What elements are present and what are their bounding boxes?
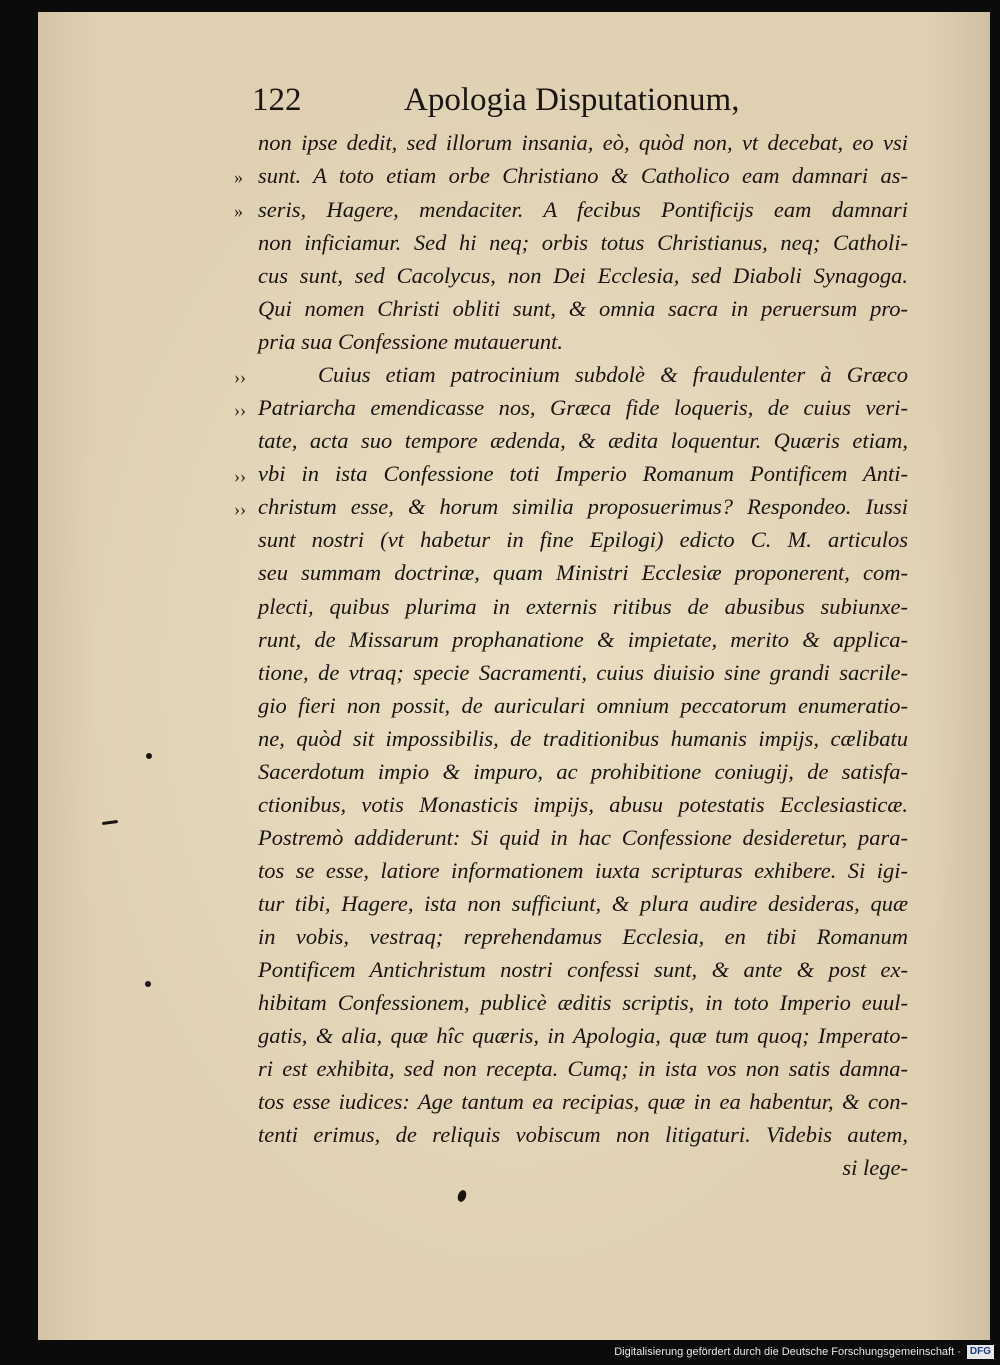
- text-line: seu summam doctrinæ, quam Ministri Ecclesiæ proponerent, com-: [258, 560, 908, 585]
- ink-speck: [146, 753, 152, 759]
- text-line: Sacerdotum impio & impuro, ac prohibitione coniugij, de satisfa-: [258, 759, 908, 784]
- ink-speck: [145, 981, 151, 987]
- catchword: si lege-: [842, 1155, 908, 1180]
- text-line: tate, acta suo tempore ædenda, & ædita loquentur. Quæris etiam,: [258, 428, 908, 453]
- text-line: gatis, & alia, quæ hîc quæris, in Apologia, quæ tum quoq; Imperato-: [258, 1023, 908, 1048]
- margin-quote-mark: ››: [234, 400, 246, 420]
- margin-quote-mark: ››: [234, 466, 246, 486]
- text-line: tos se esse, latiore informationem iuxta scripturas exhibere. Si igi-: [258, 858, 908, 883]
- text-line: plecti, quibus plurima in externis ritibus de abusibus subiunxe-: [258, 594, 908, 619]
- text-line: Cuius etiam patrocinium subdolè & fraudulenter à Græco: [318, 362, 908, 387]
- text-line: sunt nostri (vt habetur in fine Epilogi) edicto C. M. articulos: [258, 527, 908, 552]
- text-line: ri est exhibita, sed non recepta. Cumq; in ista vos non satis damna-: [258, 1056, 908, 1081]
- text-line: tur tibi, Hagere, ista non sufficiunt, & plura audire desideras, quæ: [258, 891, 908, 916]
- text-line: pria sua Confessione mutauerunt.: [258, 329, 564, 354]
- text-line: cus sunt, sed Cacolycus, non Dei Ecclesia, sed Diaboli Synagoga.: [258, 263, 908, 288]
- text-line: non inficiamur. Sed hi neq; orbis totus Christianus, neq; Catholi-: [258, 230, 908, 255]
- text-line: ne, quòd sit impossibilis, de traditionibus humanis impijs, cælibatu: [258, 726, 908, 751]
- text-line: Qui nomen Christi obliti sunt, & omnia sacra in peruersum pro-: [258, 296, 908, 321]
- text-line: tos esse iudices: Age tantum ea recipias, quæ in ea habentur, & con-: [258, 1089, 908, 1114]
- text-line: ctionibus, votis Monasticis impijs, abusu potestatis Ecclesiasticæ.: [258, 792, 908, 817]
- text-line: non ipse dedit, sed illorum insania, eò, quòd non, vt decebat, eo vsi: [258, 130, 908, 155]
- text-line: tenti erimus, de reliquis vobiscum non litigaturi. Videbis autem,: [258, 1122, 908, 1147]
- page-number: 122: [252, 82, 302, 118]
- text-line: Pontificem Antichristum nostri confessi sunt, & ante & post ex-: [258, 957, 908, 982]
- margin-quote-mark: ››: [234, 499, 246, 519]
- text-line: in vobis, vestraq; reprehendamus Ecclesia, en tibi Romanum: [258, 924, 908, 949]
- page-header: [252, 82, 912, 124]
- digitization-footer: [614, 1343, 994, 1361]
- margin-quote-mark: »: [234, 167, 243, 187]
- text-line: gio fieri non possit, de auriculari omnium peccatorum enumeratio-: [258, 693, 908, 718]
- margin-quote-mark: ››: [234, 367, 246, 387]
- text-line: Patriarcha emendicasse nos, Græca fide loqueris, de cuius veri-: [258, 395, 908, 420]
- running-head: Apologia Disputationum,: [404, 82, 740, 118]
- text-line: christum esse, & horum similia proposuerimus? Respondeo. Iussi: [258, 494, 908, 519]
- text-line: seris, Hagere, mendaciter. A fecibus Pontificijs eam damnari: [258, 197, 908, 222]
- text-line: tione, de vtraq; specie Sacramenti, cuius diuisio sine grandi sacrile-: [258, 660, 908, 685]
- text-line: hibitam Confessionem, publicè æditis scriptis, in toto Imperio euul-: [258, 990, 908, 1015]
- text-line: vbi in ista Confessione toti Imperio Romanum Pontificem Anti-: [258, 461, 908, 486]
- margin-quote-mark: »: [234, 201, 243, 221]
- dfg-logo: DFG: [967, 1345, 994, 1359]
- text-line: runt, de Missarum prophanatione & impietate, merito & applica-: [258, 627, 908, 652]
- text-line: Postremò addiderunt: Si quid in hac Confessione desideretur, para-: [258, 825, 908, 850]
- text-line: sunt. A toto etiam orbe Christiano & Catholico eam damnari as-: [258, 163, 908, 188]
- footer-credit: Digitalisierung gefördert durch die Deutsche Forschungsgemeinschaft ·: [614, 1346, 961, 1358]
